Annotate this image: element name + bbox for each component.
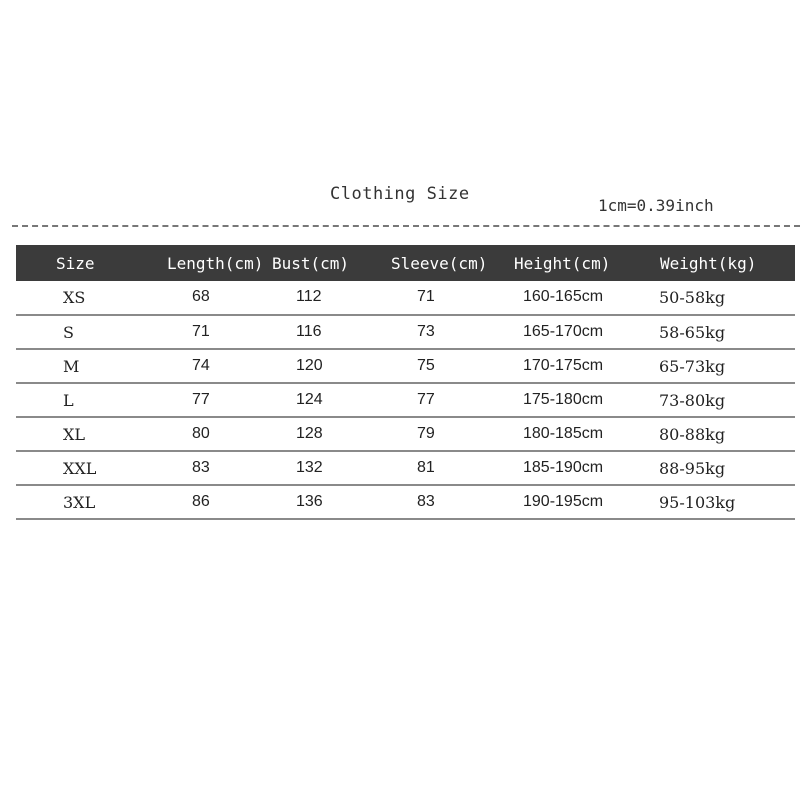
table-row xyxy=(16,417,795,451)
size-table xyxy=(16,245,795,520)
cell-weight: 73-80kg xyxy=(659,391,726,410)
cell-weight: 65-73kg xyxy=(659,357,726,376)
cell-length: 80 xyxy=(192,425,210,442)
cell-length: 83 xyxy=(192,459,210,476)
cell-size: XXL xyxy=(63,459,97,478)
header-height: Height(cm) xyxy=(514,253,611,273)
cell-sleeve: 71 xyxy=(417,288,435,305)
cell-length: 68 xyxy=(192,288,210,305)
cell-bust: 112 xyxy=(296,288,322,305)
cell-size: S xyxy=(63,323,74,342)
cell-height: 175-180cm xyxy=(523,391,604,408)
cell-size: XS xyxy=(63,288,86,307)
cell-size: L xyxy=(63,391,74,410)
cell-size: M xyxy=(63,357,80,376)
header-size: Size xyxy=(56,253,95,273)
table-row xyxy=(16,383,795,417)
table-row xyxy=(16,451,795,485)
cell-bust: 124 xyxy=(296,391,323,408)
cell-length: 77 xyxy=(192,391,210,408)
cell-height: 170-175cm xyxy=(523,357,604,374)
cell-sleeve: 83 xyxy=(417,493,435,510)
cell-bust: 116 xyxy=(296,323,322,340)
cell-sleeve: 75 xyxy=(417,357,435,374)
cell-length: 74 xyxy=(192,357,210,374)
cell-weight: 80-88kg xyxy=(659,425,726,444)
table-row xyxy=(16,281,795,315)
cell-sleeve: 79 xyxy=(417,425,435,442)
header-bust: Bust(cm) xyxy=(272,253,350,273)
header-sleeve: Sleeve(cm) xyxy=(391,253,488,273)
cell-length: 71 xyxy=(192,323,210,340)
cell-height: 165-170cm xyxy=(523,323,604,340)
table-row xyxy=(16,485,795,519)
cell-weight: 88-95kg xyxy=(659,459,726,478)
cell-bust: 120 xyxy=(296,357,323,374)
cell-weight: 95-103kg xyxy=(659,493,736,512)
cell-bust: 128 xyxy=(296,425,323,442)
cell-weight: 50-58kg xyxy=(659,288,726,307)
cell-height: 180-185cm xyxy=(523,425,604,442)
cell-length: 86 xyxy=(192,493,210,510)
table-header xyxy=(16,245,795,281)
header-row xyxy=(16,245,795,281)
header-weight: Weight(kg) xyxy=(660,253,757,273)
cell-height: 185-190cm xyxy=(523,459,604,476)
cell-bust: 136 xyxy=(296,493,323,510)
cell-sleeve: 81 xyxy=(417,459,435,476)
cell-height: 190-195cm xyxy=(523,493,604,510)
cell-sleeve: 77 xyxy=(417,391,435,408)
unit-conversion-note: 1cm=0.39inch xyxy=(598,196,714,215)
cell-height: 160-165cm xyxy=(523,288,604,305)
table-row xyxy=(16,349,795,383)
cell-size: 3XL xyxy=(63,493,96,512)
cell-bust: 132 xyxy=(296,459,323,476)
cell-size: XL xyxy=(63,425,86,444)
header-length: Length(cm) xyxy=(167,253,264,273)
chart-title: Clothing Size xyxy=(330,184,470,204)
cell-sleeve: 73 xyxy=(417,323,435,340)
table-row xyxy=(16,315,795,349)
table-body xyxy=(16,281,795,519)
cell-weight: 58-65kg xyxy=(659,323,726,342)
dashed-divider xyxy=(12,225,800,227)
